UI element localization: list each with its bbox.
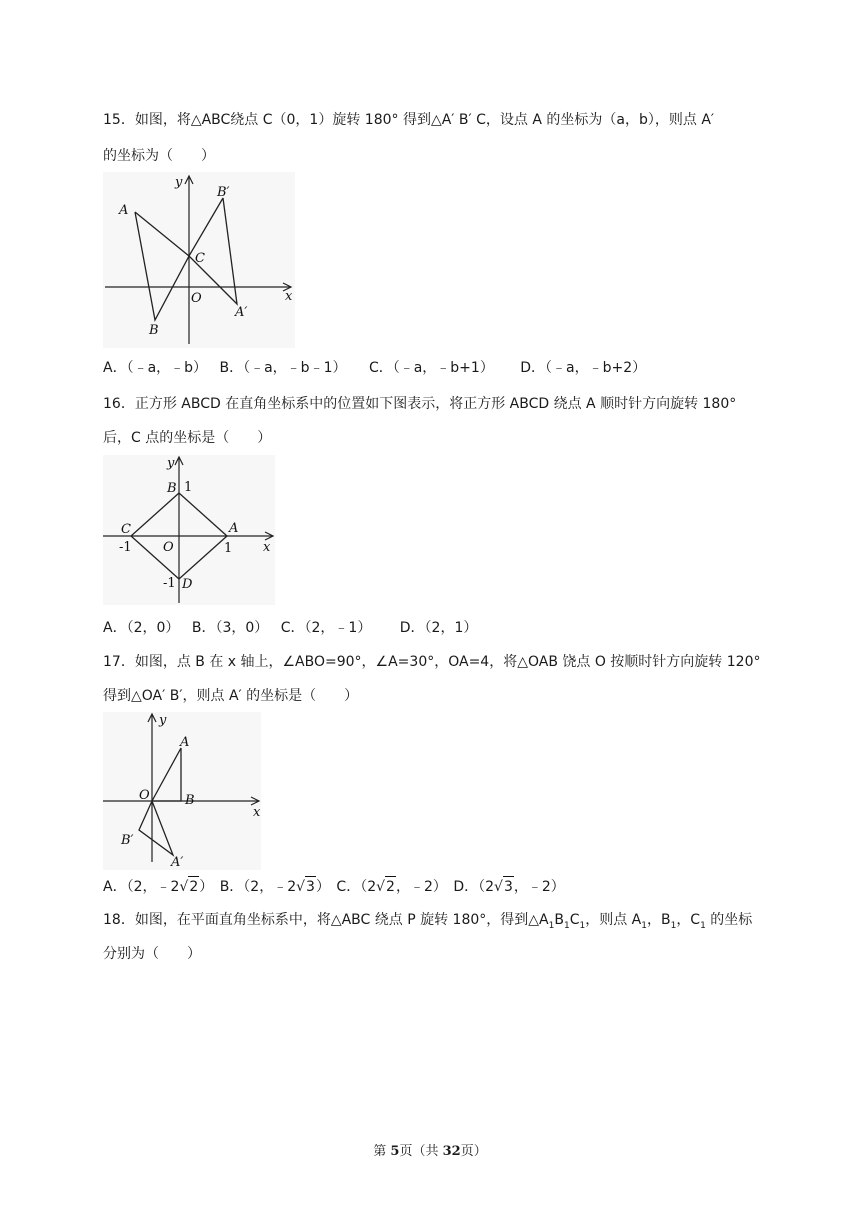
q17-options <box>103 876 565 897</box>
q18-sub-6: 1 <box>700 920 706 931</box>
q16-label-d: D <box>182 577 193 592</box>
q16-label-o: O <box>163 540 174 555</box>
q17-label-b: B <box>185 793 195 808</box>
q17-option-b-radicand: 3 <box>305 876 316 897</box>
q15-label-c: C <box>195 251 205 266</box>
q16-options <box>103 618 477 638</box>
q17-stem-line2: 得到△OA′ B′，则点 A′ 的坐标是（ ） <box>103 688 359 704</box>
q16-option-c[interactable]: C．（2，﹣1） <box>280 620 372 636</box>
q15-options <box>103 358 646 378</box>
q17-option-c-radicand: 2 <box>385 876 396 897</box>
q15-option-a[interactable]: A．（﹣a，﹣b） <box>103 360 208 376</box>
q18-text-d: ，则点 A <box>585 912 642 928</box>
footer-post: 页） <box>460 1144 487 1159</box>
q16-figure <box>103 455 275 605</box>
q18-sub-4: 1 <box>641 920 647 931</box>
q17-option-d-radicand: 3 <box>503 876 514 897</box>
q18-text-f: ，C <box>676 912 701 928</box>
q18-text-g: 的坐标 <box>705 912 753 928</box>
q15-figure <box>103 172 295 348</box>
q16-option-b[interactable]: B．（3，0） <box>191 620 269 636</box>
q15-label-b: B <box>149 323 159 338</box>
q16-label-x: x <box>263 540 271 555</box>
sqrt-icon: √ <box>494 879 503 895</box>
q17-option-b[interactable] <box>220 876 330 897</box>
q18-stem-line2: 分别为（ ） <box>103 946 201 962</box>
q15-label-x: x <box>285 289 293 304</box>
q17-option-c-suffix: ，﹣2） <box>395 879 447 895</box>
q15-label-a: A <box>119 203 129 218</box>
sqrt-icon: √ <box>296 879 306 895</box>
q17-label-a: A <box>180 735 190 750</box>
q18-sub-2: 1 <box>563 920 570 931</box>
q17-option-a[interactable] <box>103 876 213 897</box>
q17-stem-line1: 17．如图，点 B 在 x 轴上，∠ABO=90°，∠A=30°，OA=4，将△OAB 饶点 O 按顺时针方向旋转 120° <box>103 654 761 670</box>
q16-option-a[interactable]: A．（2，0） <box>103 620 180 636</box>
footer-mid: 页（共 <box>399 1144 443 1159</box>
q18-text-b: B <box>554 912 564 928</box>
q15-option-b[interactable]: B．（﹣a，﹣b﹣1） <box>219 360 347 376</box>
footer-pre: 第 <box>373 1144 391 1159</box>
q15-option-c[interactable]: C．（﹣a，﹣b+1） <box>368 360 494 376</box>
q17-option-c-prefix: C．（2 <box>336 879 377 895</box>
q17-option-a-prefix: A．（2，﹣2 <box>103 879 180 895</box>
q17-option-d-suffix: ，﹣2） <box>513 879 565 895</box>
q16-label-neg-one-y: -1 <box>163 576 176 591</box>
q18-sub-3: 1 <box>579 920 586 931</box>
q18-sub-5: 1 <box>670 920 677 931</box>
q17-option-c[interactable] <box>336 876 446 897</box>
q17-option-a-suffix: ） <box>199 879 214 895</box>
q17-label-o: O <box>139 788 150 803</box>
q16-label-y: y <box>167 456 175 471</box>
q16-option-d[interactable]: D．（2，1） <box>399 620 478 636</box>
q16-label-one-x: 1 <box>224 541 233 556</box>
q15-stem-line1: 15．如图，将△ABC绕点 C（0，1）旋转 180° 得到△A′ B′ C，设点 A 的坐标为（a，b），则点 A′ <box>103 112 715 128</box>
q16-label-b: B <box>167 481 177 496</box>
q15-label-o: O <box>191 291 202 306</box>
q16-stem-line1: 16．正方形 ABCD 在直角坐标系中的位置如下图表示，将正方形 ABCD 绕点 A 顺时针方向旋转 180° <box>103 396 737 412</box>
q17-figure <box>103 712 261 870</box>
q16-label-neg-one-x: -1 <box>119 540 132 555</box>
q15-label-b-prime: B′ <box>217 185 230 200</box>
q17-option-b-prefix: B．（2，﹣2 <box>219 879 297 895</box>
q17-option-b-suffix: ） <box>315 879 330 895</box>
footer-page-number: 5 <box>390 1144 400 1159</box>
q18-sub-1: 1 <box>548 920 555 931</box>
q15-label-y: y <box>175 175 183 190</box>
sqrt-icon: √ <box>376 879 386 895</box>
q17-option-a-radicand: 2 <box>188 876 199 897</box>
q16-label-one-y: 1 <box>184 480 193 495</box>
q16-label-c: C <box>121 522 131 537</box>
q18-text-a: 18．如图，在平面直角坐标系中，将△ABC 绕点 P 旋转 180°，得到△A <box>103 912 549 928</box>
sqrt-icon: √ <box>179 879 189 895</box>
q16-label-a: A <box>229 521 239 536</box>
q15-stem-line2: 的坐标为（ ） <box>103 148 215 164</box>
page-footer <box>0 1140 860 1159</box>
q18-text-c: C <box>569 912 580 928</box>
q15-label-a-prime: A′ <box>235 305 248 320</box>
q17-option-d[interactable] <box>453 876 564 897</box>
footer-total-pages: 32 <box>442 1144 461 1159</box>
q17-option-d-prefix: D．（2 <box>453 879 495 895</box>
q18-text-e: ，B <box>646 912 671 928</box>
q17-label-a-prime: A′ <box>171 855 184 870</box>
q17-label-y: y <box>159 713 167 728</box>
q17-label-x: x <box>253 805 261 820</box>
q18-stem-line1 <box>103 910 752 936</box>
q16-stem-line2: 后，C 点的坐标是（ ） <box>103 430 272 446</box>
q17-label-b-prime: B′ <box>121 833 134 848</box>
q15-option-d[interactable]: D．（﹣a，﹣b+2） <box>520 360 647 376</box>
